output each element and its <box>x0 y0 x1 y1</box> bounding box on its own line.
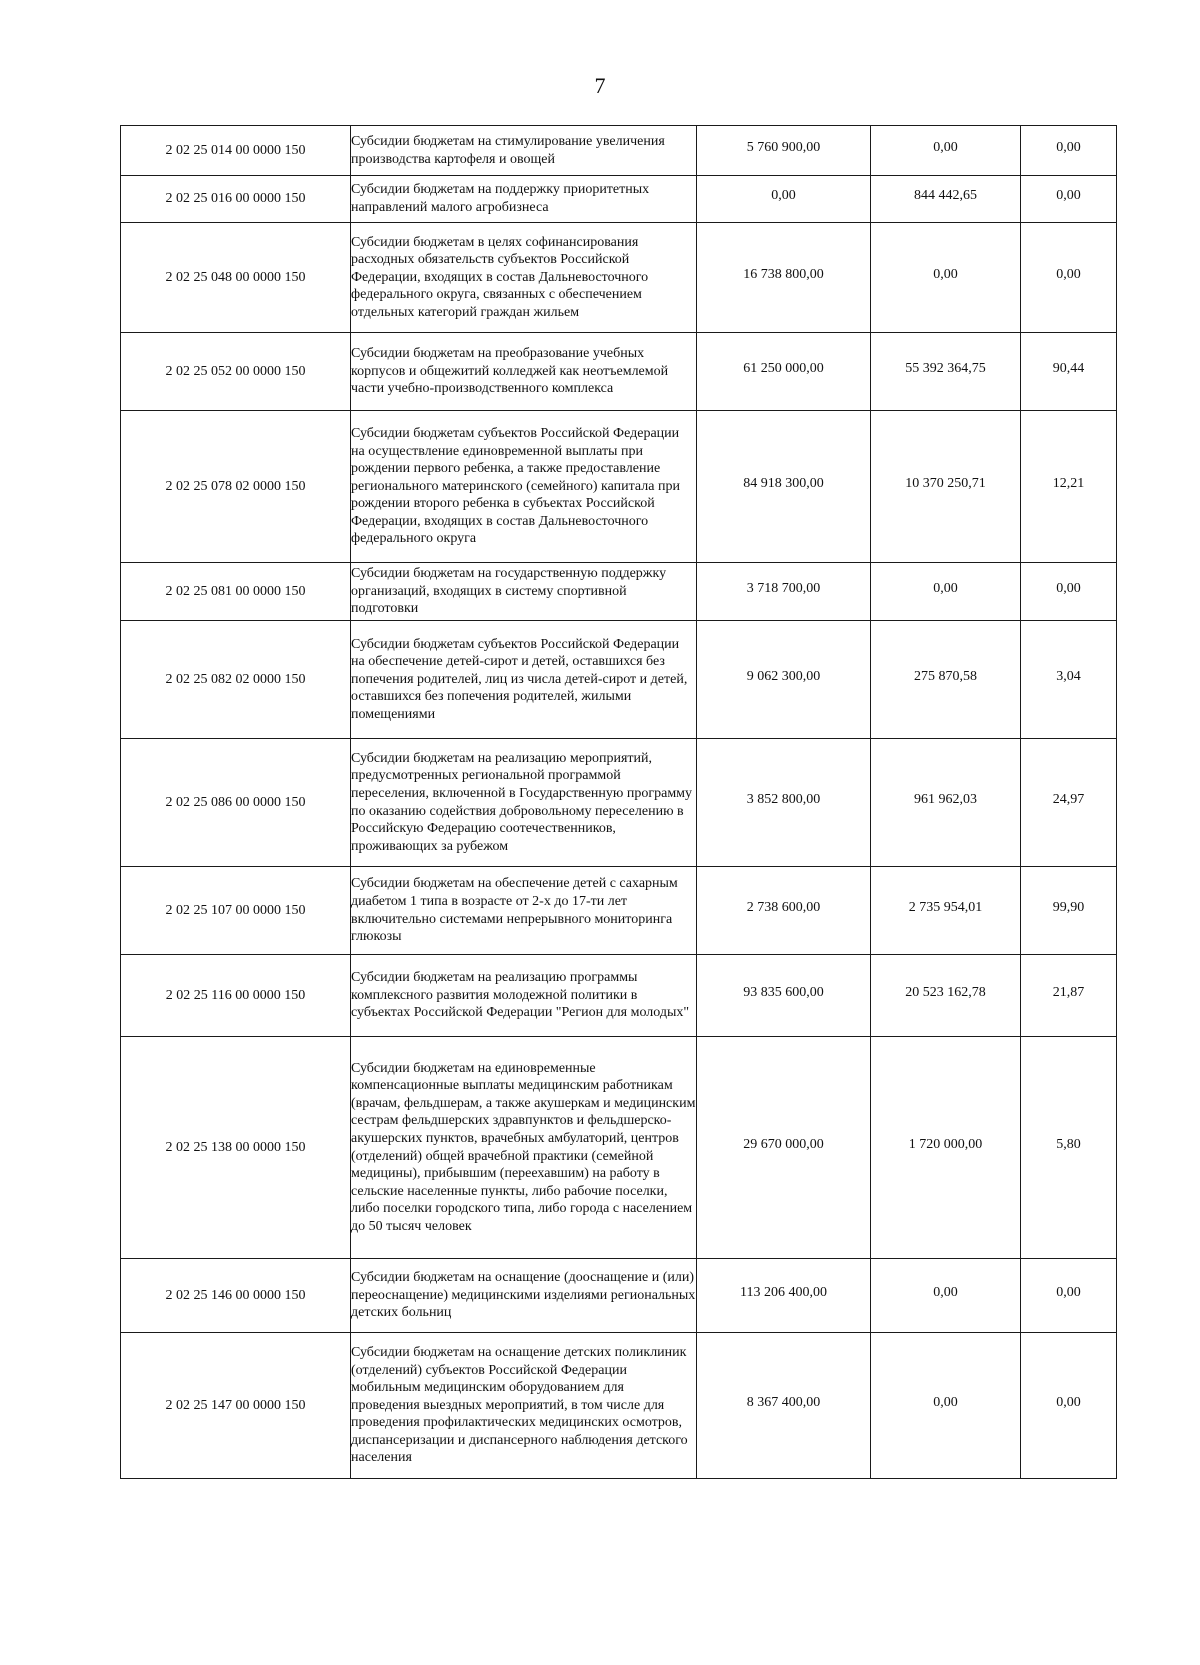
plan-amount: 61 250 000,00 <box>743 360 824 376</box>
subsidy-name: Субсидии бюджетам на стимулирование увеличения производства картофеля и овощей <box>351 126 697 176</box>
subsidy-name: Субсидии бюджетам на поддержку приоритетных направлений малого агробизнеса <box>351 176 697 223</box>
execution-percent-cell <box>1021 176 1117 223</box>
execution-percent-cell <box>1021 223 1117 333</box>
plan-amount-cell <box>697 621 871 739</box>
plan-amount-cell <box>697 411 871 563</box>
subsidy-name: Субсидии бюджетам в целях софинансирования расходных обязательств субъектов Российской Федерации, входящих в состав Дальневосточного федерального округа, связанных с обеспечением отдельных категорий граждан жильем <box>351 223 697 333</box>
executed-amount-cell <box>871 176 1021 223</box>
plan-amount-cell <box>697 333 871 411</box>
budget-code: 2 02 25 086 00 0000 150 <box>121 739 351 867</box>
subsidy-name: Субсидии бюджетам на единовременные компенсационные выплаты медицинским работникам (врачам, фельдшерам, а также акушеркам и медицинским сестрам фельдшерских здравпунктов и фельдшерско-акушерских пунктов, врачебных амбулаторий, центров (отделений) общей врачебной практики (семейной медицины), прибывшим (переехавшим) на работу в сельские населенные пункты, либо рабочие поселки, либо поселки городского типа, либо города с населением до 50 тысяч человек <box>351 1037 697 1259</box>
budget-code: 2 02 25 138 00 0000 150 <box>121 1037 351 1259</box>
budget-code: 2 02 25 014 00 0000 150 <box>121 126 351 176</box>
execution-percent: 99,90 <box>1052 899 1085 915</box>
plan-amount: 3 718 700,00 <box>746 580 821 596</box>
plan-amount-cell <box>697 563 871 621</box>
table-row <box>121 176 1117 223</box>
execution-percent: 21,87 <box>1052 984 1085 1000</box>
subsidy-name: Субсидии бюджетам на реализацию мероприятий, предусмотренных региональной программой переселения, включенной в Государственную программу по оказанию содействия добровольному переселению в Российскую Федерацию соотечественников, проживающих за рубежом <box>351 739 697 867</box>
budget-code: 2 02 25 016 00 0000 150 <box>121 176 351 223</box>
page-number: 7 <box>594 73 606 98</box>
table-row <box>121 563 1117 621</box>
execution-percent: 12,21 <box>1052 475 1085 491</box>
executed-amount-cell <box>871 739 1021 867</box>
budget-code: 2 02 25 107 00 0000 150 <box>121 867 351 955</box>
table-row <box>121 223 1117 333</box>
budget-code: 2 02 25 081 00 0000 150 <box>121 563 351 621</box>
table-row <box>121 1333 1117 1479</box>
executed-amount: 2 735 954,01 <box>908 899 983 915</box>
executed-amount: 20 523 162,78 <box>905 984 986 1000</box>
execution-percent: 3,04 <box>1056 668 1081 684</box>
execution-percent-cell <box>1021 411 1117 563</box>
executed-amount: 0,00 <box>933 580 958 596</box>
table-row <box>121 411 1117 563</box>
subsidy-name: Субсидии бюджетам на оснащение детских поликлиник (отделений) субъектов Российской Федерации мобильным медицинским оборудованием для проведения выездных мероприятий, в том числе для проведения профилактических медицинских осмотров, диспансеризации и диспансерного наблюдения детского населения <box>351 1333 697 1479</box>
plan-amount: 9 062 300,00 <box>746 668 821 684</box>
execution-percent-cell <box>1021 739 1117 867</box>
execution-percent: 90,44 <box>1052 360 1085 376</box>
execution-percent-cell <box>1021 1037 1117 1259</box>
table-row <box>121 955 1117 1037</box>
execution-percent: 5,80 <box>1056 1136 1081 1152</box>
budget-code: 2 02 25 048 00 0000 150 <box>121 223 351 333</box>
subsidy-name: Субсидии бюджетам на преобразование учебных корпусов и общежитий колледжей как неотъемлемой части учебно-производственного комплекса <box>351 333 697 411</box>
table-row <box>121 739 1117 867</box>
budget-code: 2 02 25 116 00 0000 150 <box>121 955 351 1037</box>
plan-amount: 113 206 400,00 <box>740 1284 827 1300</box>
executed-amount-cell <box>871 1037 1021 1259</box>
executed-amount: 0,00 <box>933 139 958 155</box>
table-row <box>121 1259 1117 1333</box>
budget-code: 2 02 25 146 00 0000 150 <box>121 1259 351 1333</box>
executed-amount: 961 962,03 <box>914 791 977 807</box>
execution-percent: 0,00 <box>1056 188 1081 204</box>
execution-percent-cell <box>1021 1333 1117 1479</box>
executed-amount-cell <box>871 867 1021 955</box>
executed-amount-cell <box>871 563 1021 621</box>
execution-percent: 0,00 <box>1056 1284 1081 1300</box>
executed-amount: 844 442,65 <box>914 188 977 204</box>
executed-amount-cell <box>871 1259 1021 1333</box>
execution-percent: 0,00 <box>1056 139 1081 155</box>
execution-percent: 0,00 <box>1056 580 1081 596</box>
subsidy-name: Субсидии бюджетам на обеспечение детей с сахарным диабетом 1 типа в возрасте от 2-х до 17-ти лет включительно системами непрерывного мониторинга глюкозы <box>351 867 697 955</box>
budget-table <box>120 125 1117 1479</box>
executed-amount-cell <box>871 955 1021 1037</box>
execution-percent-cell <box>1021 126 1117 176</box>
subsidy-name: Субсидии бюджетам субъектов Российской Федерации на осуществление единовременной выплаты при рождении первого ребенка, а также предоставление регионального материнского (семейного) капитала при рождении второго ребенка в субъектах Российской Федерации, входящих в состав Дальневосточного федерального округа <box>351 411 697 563</box>
budget-code: 2 02 25 078 02 0000 150 <box>121 411 351 563</box>
subsidy-name: Субсидии бюджетам субъектов Российской Федерации на обеспечение детей-сирот и детей, оставшихся без попечения родителей, лиц из числа детей-сирот и детей, оставшихся без попечения родителей, жилыми помещениями <box>351 621 697 739</box>
execution-percent-cell <box>1021 563 1117 621</box>
plan-amount: 84 918 300,00 <box>743 475 824 491</box>
table-row <box>121 621 1117 739</box>
plan-amount-cell <box>697 867 871 955</box>
subsidy-name: Субсидии бюджетам на оснащение (дооснащение и (или) переоснащение) медицинскими изделиями региональных детских больниц <box>351 1259 697 1333</box>
executed-amount: 1 720 000,00 <box>908 1136 983 1152</box>
executed-amount: 0,00 <box>933 1394 958 1410</box>
plan-amount-cell <box>697 1037 871 1259</box>
plan-amount-cell <box>697 739 871 867</box>
execution-percent-cell <box>1021 955 1117 1037</box>
plan-amount-cell <box>697 1333 871 1479</box>
plan-amount: 3 852 800,00 <box>746 791 821 807</box>
execution-percent-cell <box>1021 621 1117 739</box>
plan-amount-cell <box>697 955 871 1037</box>
execution-percent-cell <box>1021 867 1117 955</box>
executed-amount: 0,00 <box>933 266 958 282</box>
budget-code: 2 02 25 052 00 0000 150 <box>121 333 351 411</box>
execution-percent: 0,00 <box>1056 266 1081 282</box>
plan-amount: 93 835 600,00 <box>743 984 824 1000</box>
plan-amount: 0,00 <box>771 188 796 204</box>
executed-amount-cell <box>871 411 1021 563</box>
plan-amount-cell <box>697 176 871 223</box>
execution-percent-cell <box>1021 1259 1117 1333</box>
execution-percent-cell <box>1021 333 1117 411</box>
subsidy-name: Субсидии бюджетам на реализацию программы комплексного развития молодежной политики в субъектах Российской Федерации "Регион для молодых" <box>351 955 697 1037</box>
budget-code: 2 02 25 147 00 0000 150 <box>121 1333 351 1479</box>
budget-code: 2 02 25 082 02 0000 150 <box>121 621 351 739</box>
plan-amount: 16 738 800,00 <box>743 266 824 282</box>
executed-amount: 275 870,58 <box>914 668 977 684</box>
executed-amount-cell <box>871 223 1021 333</box>
plan-amount: 8 367 400,00 <box>746 1394 821 1410</box>
table-row <box>121 1037 1117 1259</box>
execution-percent: 24,97 <box>1052 791 1085 807</box>
executed-amount-cell <box>871 126 1021 176</box>
table-row <box>121 867 1117 955</box>
table-row <box>121 333 1117 411</box>
plan-amount: 5 760 900,00 <box>746 139 821 155</box>
subsidy-name: Субсидии бюджетам на государственную поддержку организаций, входящих в систему спортивной подготовки <box>351 563 697 621</box>
execution-percent: 0,00 <box>1056 1394 1081 1410</box>
table-row <box>121 126 1117 176</box>
plan-amount-cell <box>697 1259 871 1333</box>
plan-amount: 2 738 600,00 <box>746 899 821 915</box>
plan-amount: 29 670 000,00 <box>743 1136 824 1152</box>
plan-amount-cell <box>697 223 871 333</box>
executed-amount: 10 370 250,71 <box>905 475 986 491</box>
plan-amount-cell <box>697 126 871 176</box>
executed-amount-cell <box>871 333 1021 411</box>
executed-amount: 55 392 364,75 <box>905 360 986 376</box>
executed-amount: 0,00 <box>933 1284 958 1300</box>
executed-amount-cell <box>871 1333 1021 1479</box>
executed-amount-cell <box>871 621 1021 739</box>
